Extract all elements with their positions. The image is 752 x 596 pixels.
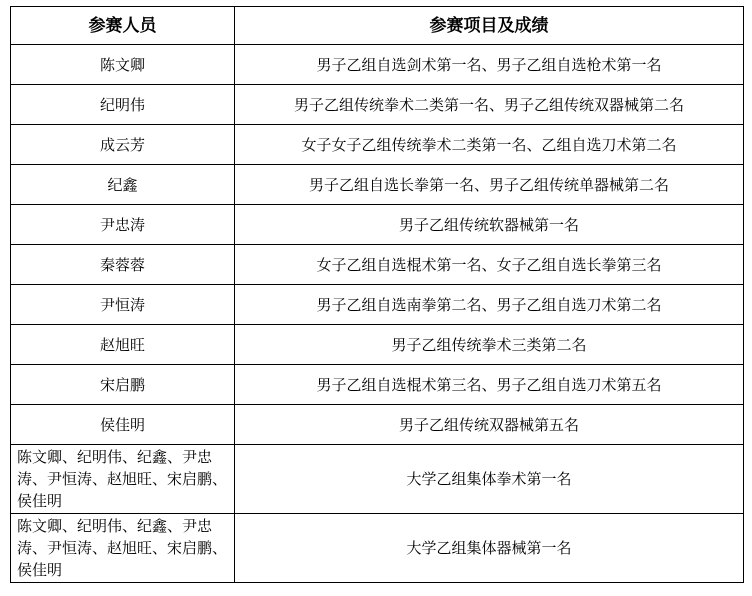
results-table (10, 6, 744, 583)
participant-name: 纪鑫 (11, 165, 235, 205)
table-row (11, 445, 744, 514)
participant-name: 纪明伟 (11, 85, 235, 125)
event-result: 大学乙组集体拳术第一名 (235, 445, 744, 514)
results-table-container (10, 6, 744, 583)
table-row (11, 285, 744, 325)
participant-name: 尹恒涛 (11, 285, 235, 325)
table-header-row (11, 7, 744, 45)
participant-name: 侯佳明 (11, 405, 235, 445)
table-row (11, 165, 744, 205)
participant-name: 陈文卿 (11, 45, 235, 85)
participant-name: 成云芳 (11, 125, 235, 165)
header-participants: 参赛人员 (11, 7, 235, 45)
event-result: 女子乙组自选棍术第一名、女子乙组自选长拳第三名 (235, 245, 744, 285)
table-row (11, 85, 744, 125)
table-row (11, 125, 744, 165)
table-row (11, 325, 744, 365)
table-row (11, 514, 744, 583)
participant-name: 秦蓉蓉 (11, 245, 235, 285)
team-participant-names: 陈文卿、纪明伟、纪鑫、尹忠涛、尹恒涛、赵旭旺、宋启鹏、侯佳明 (11, 514, 235, 583)
table-row (11, 245, 744, 285)
event-result: 大学乙组集体器械第一名 (235, 514, 744, 583)
participant-name: 赵旭旺 (11, 325, 235, 365)
event-result: 男子乙组传统软器械第一名 (235, 205, 744, 245)
event-result: 男子乙组传统拳术三类第二名 (235, 325, 744, 365)
participant-name: 宋启鹏 (11, 365, 235, 405)
event-result: 男子乙组传统双器械第五名 (235, 405, 744, 445)
participant-name: 尹忠涛 (11, 205, 235, 245)
event-result: 男子乙组自选南拳第二名、男子乙组自选刀术第二名 (235, 285, 744, 325)
table-row (11, 45, 744, 85)
event-result: 男子乙组传统拳术二类第一名、男子乙组传统双器械第二名 (235, 85, 744, 125)
event-result: 男子乙组自选剑术第一名、男子乙组自选枪术第一名 (235, 45, 744, 85)
event-result: 男子乙组自选长拳第一名、男子乙组传统单器械第二名 (235, 165, 744, 205)
table-row (11, 365, 744, 405)
team-participant-names: 陈文卿、纪明伟、纪鑫、尹忠涛、尹恒涛、赵旭旺、宋启鹏、侯佳明 (11, 445, 235, 514)
event-result: 男子乙组自选棍术第三名、男子乙组自选刀术第五名 (235, 365, 744, 405)
table-row (11, 205, 744, 245)
event-result: 女子女子乙组传统拳术二类第一名、乙组自选刀术第二名 (235, 125, 744, 165)
header-events-results: 参赛项目及成绩 (235, 7, 744, 45)
table-row (11, 405, 744, 445)
